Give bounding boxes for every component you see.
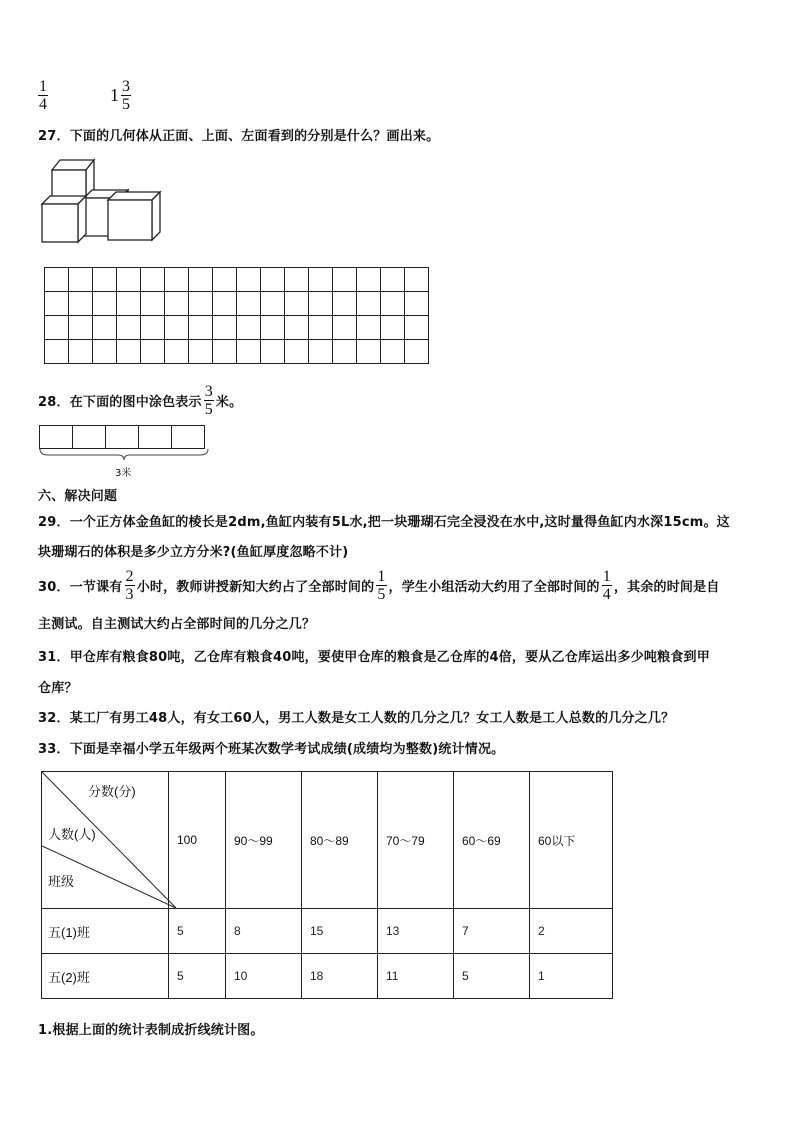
fraction-denominator: 5 [204, 401, 213, 418]
grid-cell[interactable] [261, 268, 285, 292]
header-cell: 70～79 [378, 772, 454, 909]
grid-cell[interactable] [237, 316, 261, 340]
top-fraction-1-4 [36, 78, 50, 113]
grid-cell[interactable] [285, 268, 309, 292]
grid-cell[interactable] [69, 292, 93, 316]
grid-cell[interactable] [213, 268, 237, 292]
q30-part: 30．一节课有 [38, 580, 123, 595]
table-cell: 10 [226, 954, 302, 999]
grid-cell[interactable] [189, 268, 213, 292]
score-statistics-table [41, 771, 613, 999]
brace-label: 3米 [115, 468, 132, 479]
question-28-text: 28．在下面的图中涂色表示 [38, 395, 202, 410]
grid-cell[interactable] [405, 316, 429, 340]
grid-cell[interactable] [261, 292, 285, 316]
grid-cell[interactable] [237, 340, 261, 364]
header-cell: 80～89 [302, 772, 378, 909]
corner-people-label: 人数(人) [48, 827, 96, 842]
question-32: 32．某工厂有男工48人，有女工60人，男工人数是女工人数的几分之几？女工人数是工人总数的几分之几？ [38, 711, 675, 726]
table-cell: 18 [302, 954, 378, 999]
grid-cell[interactable] [141, 316, 165, 340]
grid-cell[interactable] [333, 292, 357, 316]
table-cell: 13 [378, 909, 454, 954]
question-28 [38, 383, 242, 418]
grid-cell[interactable] [357, 340, 381, 364]
grid-cell[interactable] [117, 268, 141, 292]
grid-cell[interactable] [141, 340, 165, 364]
grid-cell[interactable] [333, 316, 357, 340]
corner-score-label: 分数(分) [88, 784, 136, 799]
table-cell: 15 [302, 909, 378, 954]
grid-cell[interactable] [237, 292, 261, 316]
table-cell: 1 [530, 954, 613, 999]
table-cell: 7 [454, 909, 530, 954]
header-cell: 90～99 [226, 772, 302, 909]
grid-cell[interactable] [93, 340, 117, 364]
grid-cell[interactable] [45, 340, 69, 364]
table-cell: 2 [530, 909, 613, 954]
grid-cell[interactable] [165, 316, 189, 340]
grid-cell[interactable] [69, 268, 93, 292]
fraction-denominator: 4 [602, 586, 611, 603]
cube-solid-figure [38, 152, 168, 248]
table-row [42, 954, 613, 999]
grid-cell[interactable] [117, 292, 141, 316]
fraction-denominator: 5 [122, 96, 130, 113]
q30-part: ，学生小组活动大约用了全部时间的 [388, 580, 600, 595]
fraction-denominator: 3 [125, 586, 134, 603]
grid-cell[interactable] [69, 340, 93, 364]
grid-cell[interactable] [309, 268, 333, 292]
grid-cell[interactable] [381, 268, 405, 292]
grid-cell[interactable] [93, 268, 117, 292]
grid-cell[interactable] [93, 292, 117, 316]
brace [38, 448, 210, 462]
grid-cell[interactable] [45, 316, 69, 340]
grid-cell[interactable] [405, 268, 429, 292]
grid-cell[interactable] [381, 316, 405, 340]
grid-cell[interactable] [285, 292, 309, 316]
row-label: 五(1)班 [42, 909, 169, 954]
strip-cell[interactable] [72, 425, 106, 449]
question-30-line1 [38, 568, 720, 603]
fraction-numerator: 3 [122, 78, 130, 95]
grid-cell[interactable] [213, 316, 237, 340]
fraction-numerator: 3 [204, 383, 213, 400]
question-31-line2: 仓库？ [38, 681, 78, 696]
table-cell: 11 [378, 954, 454, 999]
grid-cell[interactable] [309, 340, 333, 364]
grid-cell[interactable] [285, 316, 309, 340]
grid-cell[interactable] [333, 340, 357, 364]
grid-cell[interactable] [285, 340, 309, 364]
grid-cell[interactable] [45, 268, 69, 292]
grid-cell[interactable] [357, 268, 381, 292]
table-cell: 5 [454, 954, 530, 999]
table-cell: 5 [169, 954, 226, 999]
grid-cell[interactable] [381, 292, 405, 316]
grid-cell[interactable] [117, 316, 141, 340]
grid-cell[interactable] [189, 316, 213, 340]
grid-cell[interactable] [357, 292, 381, 316]
grid-cell[interactable] [237, 268, 261, 292]
grid-cell[interactable] [261, 340, 285, 364]
grid-cell[interactable] [381, 340, 405, 364]
top-fraction-1-3-5 [110, 78, 133, 113]
drawing-grid [44, 267, 429, 364]
grid-cell[interactable] [357, 316, 381, 340]
question-30-line2: 主测试。自主测试大约占全部时间的几分之几？ [38, 617, 316, 632]
strip-cell[interactable] [39, 425, 73, 449]
shading-strip [40, 425, 205, 449]
q30-part: 小时，教师讲授新知大约占了全部时间的 [136, 580, 375, 595]
fraction-denominator: 4 [39, 96, 47, 113]
fraction-numerator: 2 [125, 568, 134, 585]
fraction-numerator: 1 [377, 568, 386, 585]
grid-cell[interactable] [309, 316, 333, 340]
q30-part: ，其余的时间是自 [613, 580, 720, 595]
fraction-numerator: 1 [39, 78, 47, 95]
strip-cell[interactable] [138, 425, 172, 449]
grid-cell[interactable] [189, 340, 213, 364]
grid-cell[interactable] [45, 292, 69, 316]
question-29-line2: 块珊瑚石的体积是多少立方分米?(鱼缸厚度忽略不计) [38, 545, 349, 560]
grid-cell[interactable] [93, 316, 117, 340]
grid-cell[interactable] [213, 340, 237, 364]
question-31-line1: 31．甲仓库有粮食80吨，乙仓库有粮食40吨，要使甲仓库的粮食是乙仓库的4倍，要从乙仓库运出多少吨粮食到甲 [38, 650, 710, 665]
corner-class-label: 班级 [48, 874, 75, 889]
grid-cell[interactable] [165, 292, 189, 316]
header-cell: 60以下 [530, 772, 613, 909]
grid-cell[interactable] [189, 292, 213, 316]
table-row [42, 909, 613, 954]
grid-cell[interactable] [309, 292, 333, 316]
header-cell: 100 [169, 772, 226, 909]
grid-cell[interactable] [165, 268, 189, 292]
sub-question-1: 1.根据上面的统计表制成折线统计图。 [38, 1023, 264, 1038]
grid-cell[interactable] [405, 340, 429, 364]
strip-cell[interactable] [171, 425, 205, 449]
grid-cell[interactable] [117, 340, 141, 364]
grid-cell[interactable] [261, 316, 285, 340]
table-corner-cell [42, 772, 169, 909]
section-title: 六、解决问题 [38, 489, 118, 504]
grid-cell[interactable] [405, 292, 429, 316]
grid-cell[interactable] [141, 268, 165, 292]
question-28-unit: 米。 [215, 395, 243, 410]
grid-cell[interactable] [165, 340, 189, 364]
grid-cell[interactable] [141, 292, 165, 316]
question-33: 33．下面是幸福小学五年级两个班某次数学考试成绩(成绩均为整数)统计情况。 [38, 742, 505, 757]
table-cell: 8 [226, 909, 302, 954]
grid-cell[interactable] [69, 316, 93, 340]
fraction-denominator: 5 [377, 586, 386, 603]
mixed-whole: 1 [110, 85, 119, 105]
grid-cell[interactable] [333, 268, 357, 292]
question-27: 27．下面的几何体从正面、上面、左面看到的分别是什么？画出来。 [38, 129, 440, 144]
table-cell: 5 [169, 909, 226, 954]
fraction-numerator: 1 [602, 568, 611, 585]
header-cell: 60～69 [454, 772, 530, 909]
row-label: 五(2)班 [42, 954, 169, 999]
grid-cell[interactable] [213, 292, 237, 316]
strip-cell[interactable] [105, 425, 139, 449]
question-29-line1: 29．一个正方体金鱼缸的棱长是2dm,鱼缸内装有5L水,把一块珊瑚石完全浸没在水中,这时量得鱼缸内水深15cm。这 [38, 515, 730, 530]
